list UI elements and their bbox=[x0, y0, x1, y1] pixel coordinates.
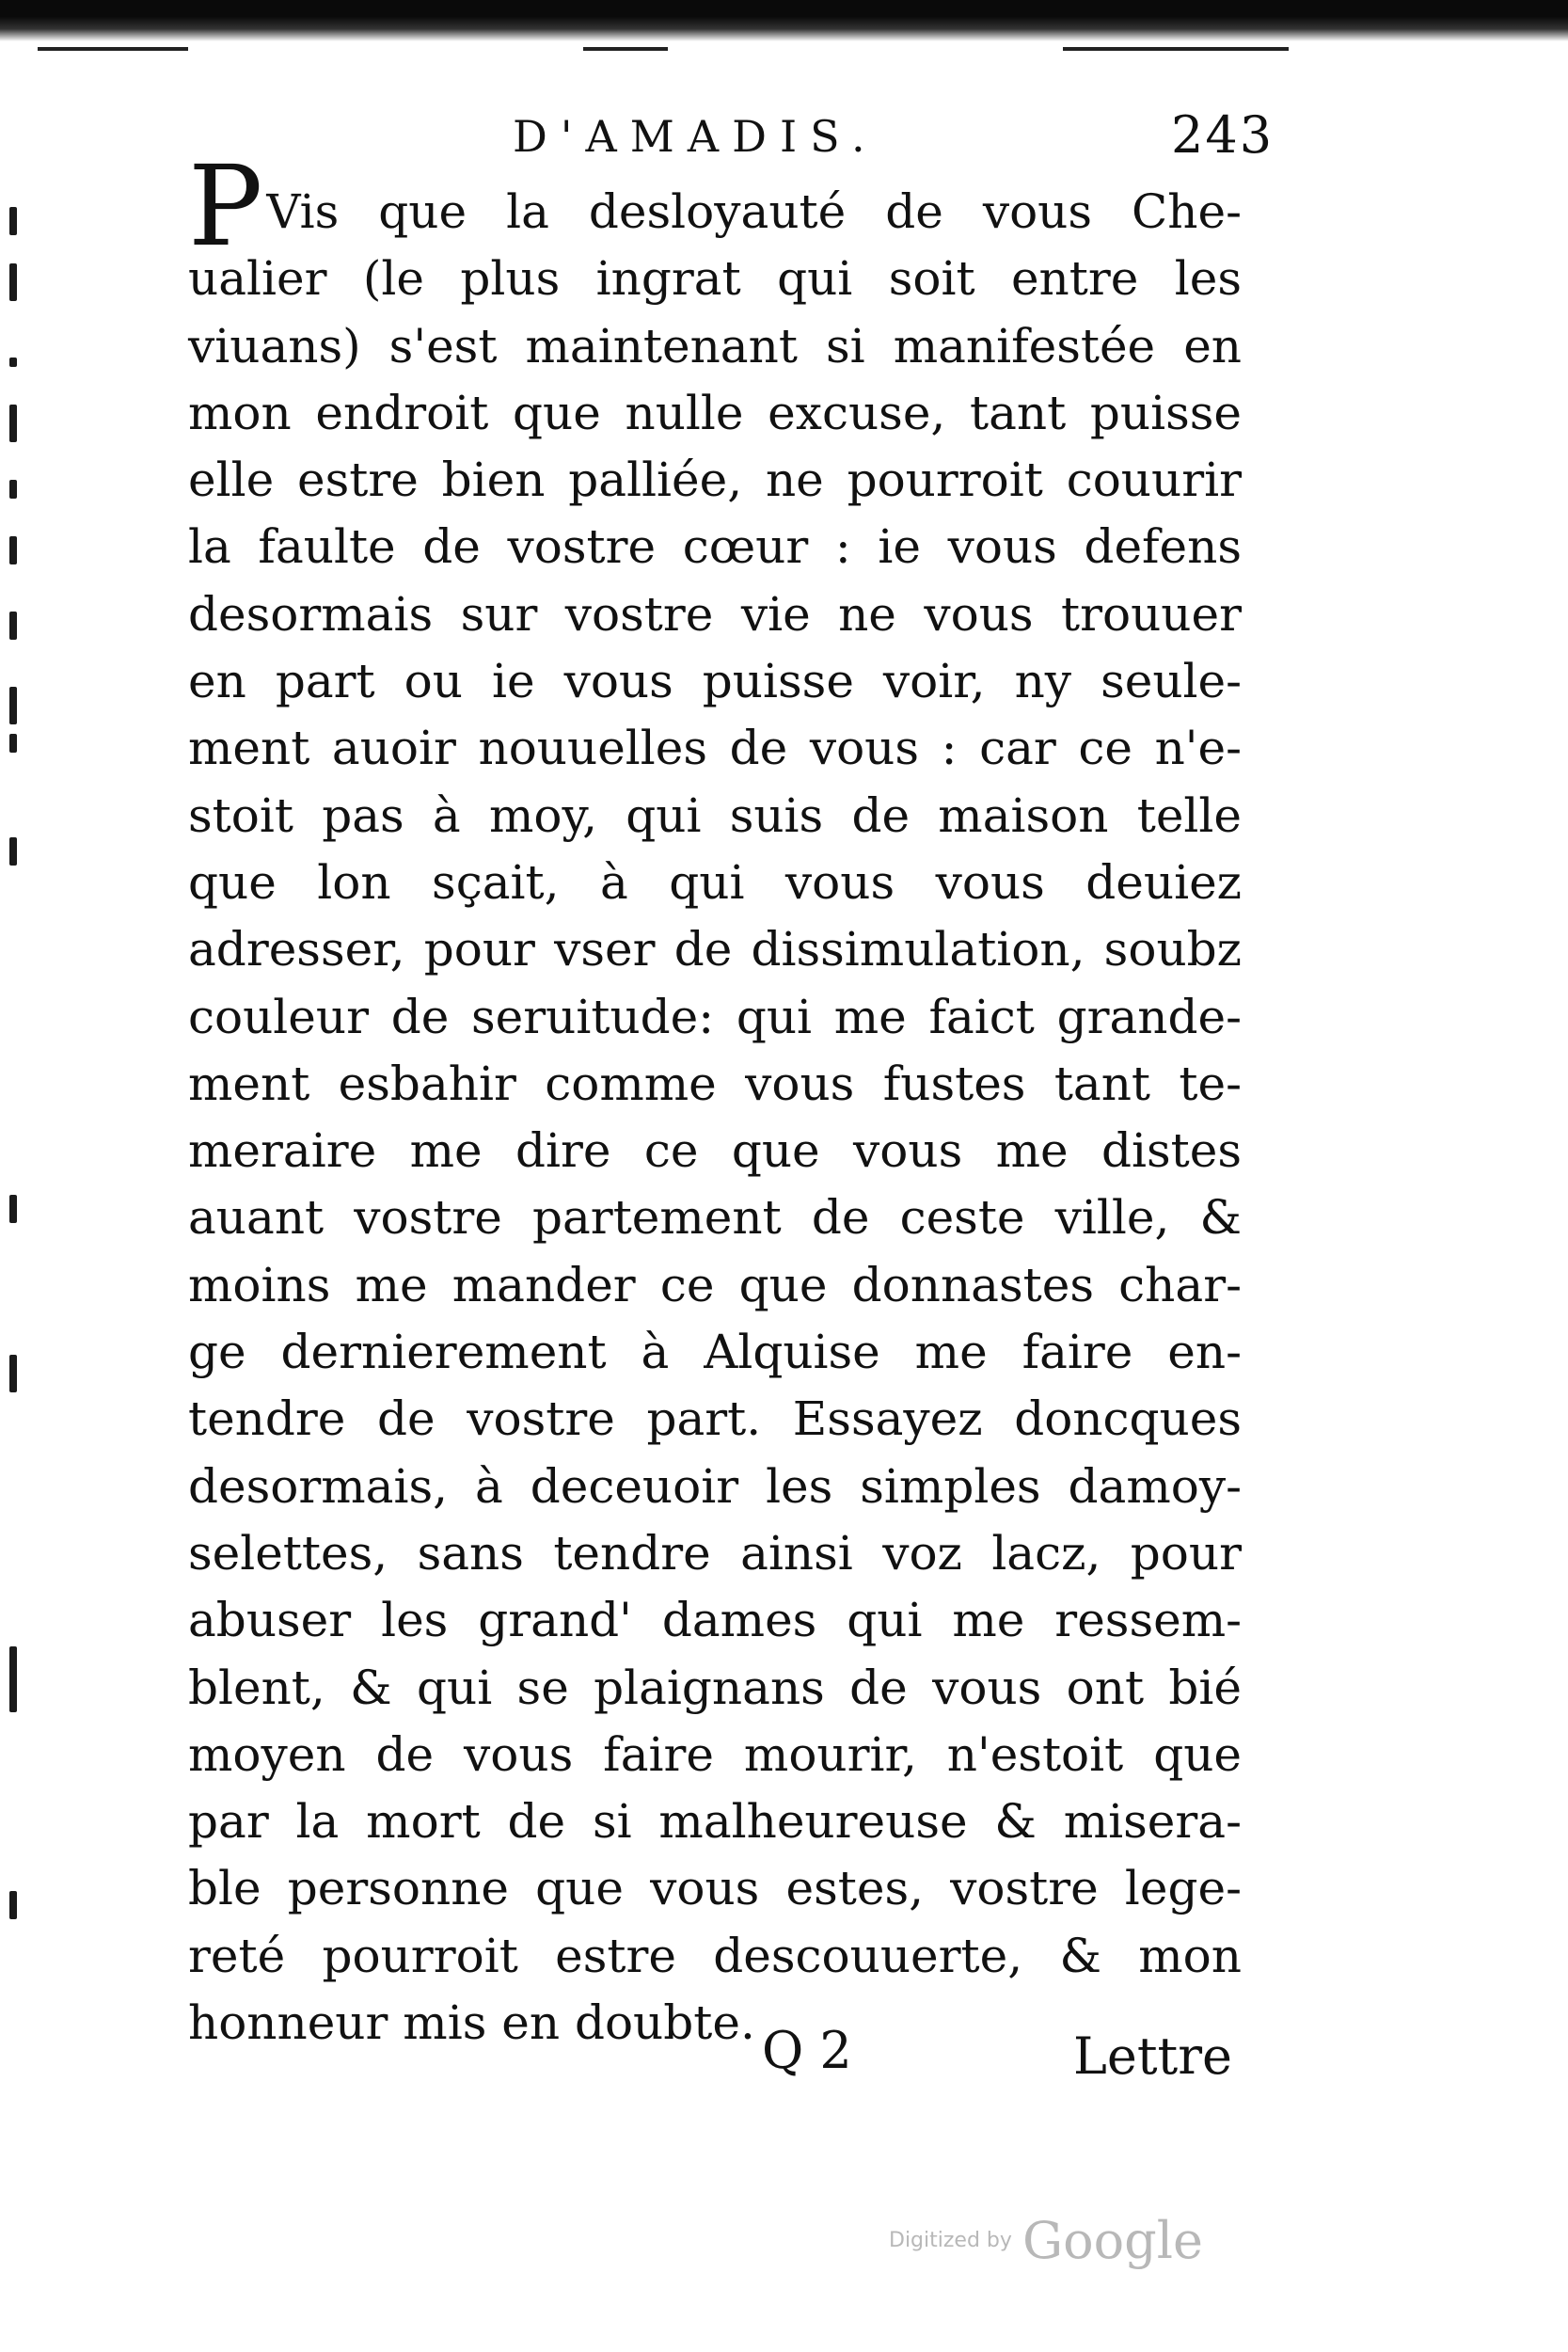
scan-speck bbox=[1063, 47, 1289, 51]
first-line-text: Vis que la desloyauté de vous Che- bbox=[266, 184, 1242, 239]
watermark-prefix: Digitized by bbox=[889, 2229, 1012, 2252]
digitized-watermark bbox=[889, 2211, 1203, 2270]
text-line: ment esbahir comme vous fustes tant te- bbox=[188, 1056, 1242, 1111]
bleed-mark bbox=[9, 358, 17, 367]
page-number: 243 bbox=[1171, 105, 1275, 165]
text-line: ualier (le plus ingrat qui soit entre les bbox=[188, 251, 1242, 307]
text-line: moyen de vous faire mourir, n'estoit que bbox=[188, 1726, 1242, 1782]
text-line: couleur de seruitude: qui me faict grande- bbox=[188, 989, 1242, 1044]
bleed-mark bbox=[9, 837, 17, 866]
text-line: mon endroit que nulle excuse, tant puisse bbox=[188, 385, 1242, 440]
bleed-mark bbox=[9, 687, 17, 724]
text-line: honneur mis en doubte. bbox=[188, 1995, 755, 2051]
text-line: que lon sçait, à qui vous vous deuiez bbox=[188, 854, 1242, 910]
text-line: abuser les grand' dames qui me ressem- bbox=[188, 1593, 1242, 1648]
bleed-mark bbox=[9, 1195, 17, 1223]
bleed-mark bbox=[9, 612, 17, 640]
text-line: moins me mander ce que donnastes char- bbox=[188, 1257, 1242, 1312]
text-line: desormais, à deceuoir les simples damoy- bbox=[188, 1458, 1242, 1514]
text-line: la faulte de vostre cœur : ie vous defens bbox=[188, 519, 1242, 575]
text-line: ble personne que vous estes, vostre lege- bbox=[188, 1861, 1242, 1916]
scan-speck bbox=[583, 47, 668, 51]
text-line: reté pourroit estre descouuerte, & mon bbox=[188, 1928, 1242, 1983]
text-line: tendre de vostre part. Essayez doncques bbox=[188, 1391, 1242, 1447]
bleed-mark bbox=[9, 480, 17, 499]
bleed-mark bbox=[9, 405, 17, 442]
text-line: blent, & qui se plaignans de vous ont bié bbox=[188, 1660, 1242, 1715]
drop-cap: P bbox=[188, 141, 263, 271]
text-line: elle estre bien palliée, ne pourroit couurir bbox=[188, 453, 1242, 508]
letter-text bbox=[188, 141, 1242, 2057]
watermark-brand: Google bbox=[1022, 2211, 1203, 2270]
text-line: selettes, sans tendre ainsi voz lacz, pour bbox=[188, 1525, 1242, 1581]
text-line: auant vostre partement de ceste ville, & bbox=[188, 1190, 1242, 1246]
text-line: viuans) s'est maintenant si manifestée en bbox=[188, 318, 1242, 373]
scan-speck bbox=[38, 47, 188, 51]
signature-mark: Q 2 bbox=[762, 2021, 852, 2080]
text-line: desormais sur vostre vie ne vous trouuer bbox=[188, 586, 1242, 642]
text-line bbox=[188, 141, 1242, 271]
page-footer bbox=[762, 2021, 1232, 2096]
text-line: stoit pas à moy, qui suis de maison telle bbox=[188, 787, 1242, 843]
scan-top-edge bbox=[0, 0, 1568, 41]
bleed-mark bbox=[9, 1891, 17, 1919]
text-line: ment auoir nouuelles de vous : car ce n'e- bbox=[188, 721, 1242, 776]
bleed-mark bbox=[9, 1355, 17, 1392]
facing-page-bleed bbox=[0, 188, 66, 1976]
text-line: adresser, pour vser de dissimulation, soubz bbox=[188, 922, 1242, 977]
running-head: D'AMADIS. bbox=[513, 111, 879, 162]
bleed-mark bbox=[9, 263, 17, 301]
text-line: ge dernierement à Alquise me faire en- bbox=[188, 1325, 1242, 1380]
text-line: en part ou ie vous puisse voir, ny seule- bbox=[188, 654, 1242, 709]
text-line: par la mort de si malheureuse & misera- bbox=[188, 1794, 1242, 1850]
catchword: Lettre bbox=[1073, 2026, 1232, 2086]
bleed-mark bbox=[9, 536, 17, 564]
text-line: meraire me dire ce que vous me distes bbox=[188, 1123, 1242, 1179]
bleed-mark bbox=[9, 207, 17, 235]
bleed-mark bbox=[9, 734, 17, 753]
bleed-mark bbox=[9, 1646, 17, 1712]
